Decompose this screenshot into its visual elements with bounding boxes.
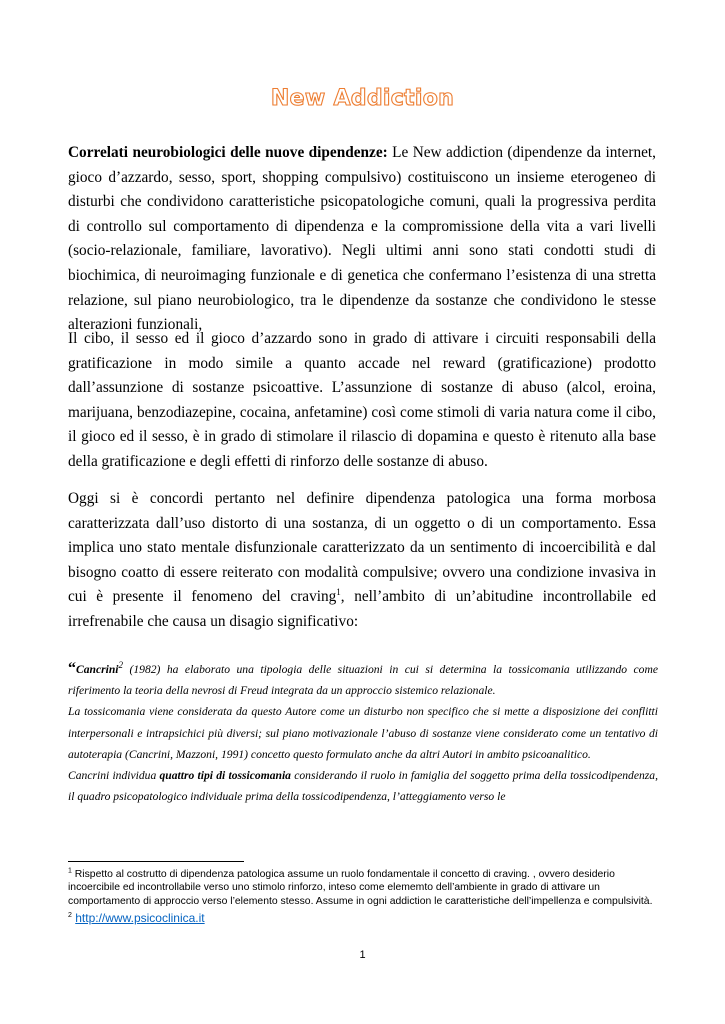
paragraph-text: Le New addiction (dipendenze da internet, gioco d’azzardo, sesso, sport, shopping compulsivo) costituiscono un insieme eterogeneo di disturbi che condividono caratteristiche psicopatologiche comuni, quali la progressiva perdita di controllo sul comportamento di dipendenza e la compromissione della vita a vari livelli (socio-relazionale, familiare, lavorativo). Negli ultimi anni sono stati condotti studi di biochimica, di neuroimaging funzionale e di genetica che confermano l’esistenza di una stretta relazione, sul piano neurobiologico, tra le dipendenze da sostanze che condividono le stesse alterazioni funzionali, xyxy=(68,144,656,334)
footnotes xyxy=(68,868,658,926)
quote-text: Cancrini individua xyxy=(68,769,160,783)
page-number: 1 xyxy=(359,949,366,961)
open-quote-mark: “ xyxy=(68,660,76,677)
quote-paragraph xyxy=(68,658,658,701)
paragraph-gratification: Il cibo, il sesso ed il gioco d’azzardo sono in grado di attivare i circuiti responsabili della gratificazione in modo simile a quanto accade nel reward (gratificazione) prodotto dall’assunzione di sostanze psicoattive. L’assunzione di sostanze di abuso (alcol, eroina, marijuana, benzodiazepine, cocaina, anfetamine) così come stimoli di varia natura come il cibo, il gioco ed il sesso, è in grado di stimolare il rilascio di dopamina e questo è ritenuto alla base della gratificazione e degli effetti di rinforzo delle sostanze di abuso. xyxy=(68,330,656,470)
quote-author: Cancrini xyxy=(76,663,119,676)
footnote-1 xyxy=(68,868,658,908)
footnote-ref-1[interactable]: 1 xyxy=(336,587,341,598)
footnote-link[interactable]: http://www.psicoclinica.it xyxy=(75,911,205,926)
footnote-2 xyxy=(68,910,658,926)
paragraph-neurobiology xyxy=(68,141,656,338)
footnote-number: 2 xyxy=(68,912,72,920)
quote-paragraph xyxy=(68,765,658,807)
cancrini-quote xyxy=(68,658,658,807)
paragraph-definition xyxy=(68,487,656,635)
quote-emphasis: quattro tipi di tossicomania xyxy=(159,769,291,783)
quote-text: considerando il ruolo in famiglia del soggetto prima della tossicodipendenza, il quadro psicopatologico individuale prima della tossicodipendenza, l’atteggiamento verso le xyxy=(68,769,658,804)
page-title: New Addiction xyxy=(270,86,455,111)
paragraph-lead-heading: Correlati neurobiologici delle nuove dipendenze: xyxy=(68,144,388,161)
paragraph-text: , nell’ambito di un’abitudine incontrollabile ed irrefrenabile che causa un disagio significativo: xyxy=(68,588,656,630)
quote-paragraph: La tossicomania viene considerata da questo Autore come un disturbo non specifico che si mette a disposizione dei conflitti interpersonali e intrapsichici più diversi; sul piano motivazionale l’abuso di sostanze viene considerato come un tentativo di autoterapia (Cancrini, Mazzoni, 1991) concetto questo formulato anche da altri Autori in ambito psicoanalitico. xyxy=(68,705,658,761)
footnote-number: 1 xyxy=(68,867,72,875)
quote-text: (1982) ha elaborato una tipologia delle situazioni in cui si determina la tossicomania utilizzando come riferimento la teoria della nevrosi di Freud integrata da un approccio sistemico relazionale. xyxy=(68,663,658,698)
footnote-text: Rispetto al costrutto di dipendenza patologica assume un ruolo fondamentale il concetto di craving. , ovvero desiderio incoercibile ed incontrollabile verso uno stimolo rinforzo, inteso come elememto dell’ambiente in grado di attivare un comportamento di approccio verso l’elemento stesso. Assume in ogni addiction le caratteristiche dell’impellenza e compulsività. xyxy=(68,869,653,907)
footnote-separator xyxy=(68,861,244,862)
paragraph-text: Oggi si è concordi pertanto nel definire dipendenza patologica una forma morbosa caratterizzata dall’uso distorto di una sostanza, di un oggetto o di un comportamento. Essa implica uno stato mentale disfunzionale caratterizzato da un sentimento di incoercibilità e dal bisogno coatto di essere reiterato con modalità compulsive; ovvero una condizione invasiva in cui è presente il fenomeno del craving xyxy=(68,490,656,606)
footnote-ref-2[interactable]: 2 xyxy=(118,660,124,671)
